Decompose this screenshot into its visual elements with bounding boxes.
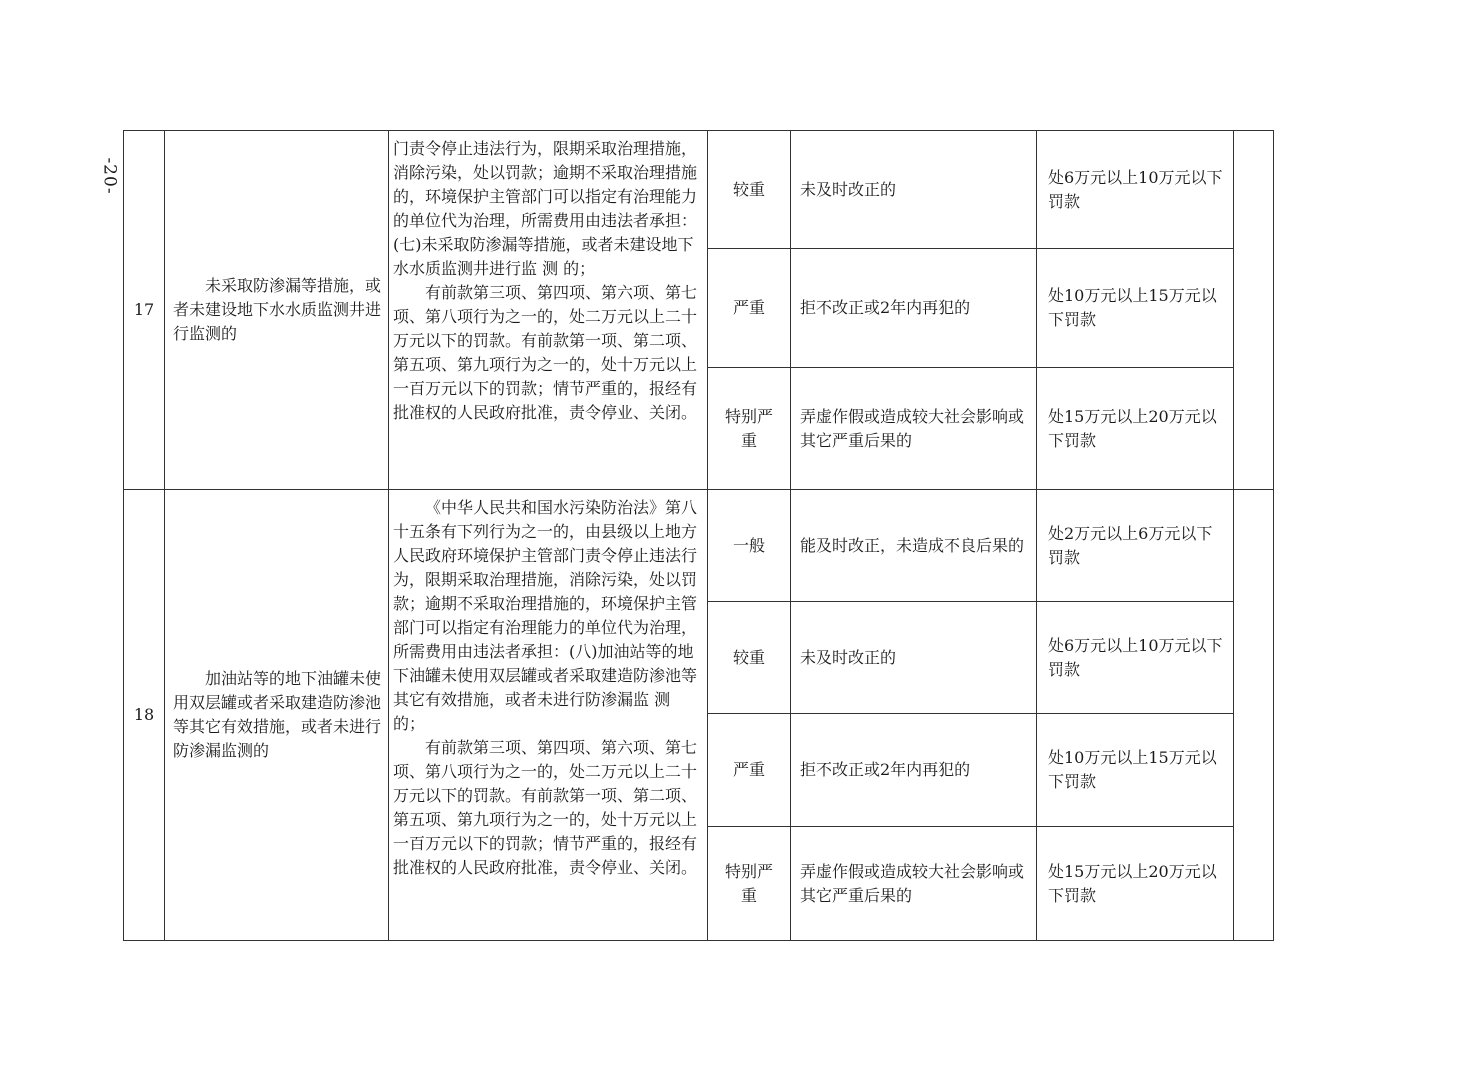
item-number: 17 bbox=[124, 131, 165, 490]
page-number bbox=[98, 150, 122, 202]
penalty-range: 处2万元以上6万元以下罚款 bbox=[1037, 490, 1234, 602]
law-paragraph: 有前款第三项、第四项、第六项、第七项、第八项行为之一的，处二万元以上二十万元以下的罚款。有前款第一项、第二项、第五项、第九项行为之一的，处十万元以上一百万元以下的罚款；情节严重的，报经有批准权的人民政府批准，责令停业、关闭。 bbox=[393, 283, 698, 422]
penalty-range: 处10万元以上15万元以下罚款 bbox=[1037, 249, 1234, 368]
page-number-text: -20- bbox=[100, 157, 120, 195]
severity-condition: 弄虚作假或造成较大社会影响或其它严重后果的 bbox=[791, 368, 1037, 490]
law-paragraph: 《中华人民共和国水污染防治法》第八十五条有下列行为之一的，由县级以上地方人民政府环境保护主管部门责令停止违法行为，限期采取治理措施，消除污染，处以罚款；逾期不采取治理措施的，环境保护主管部门可以指定有治理能力的单位代为治理，所需费用由违法者承担：(八)加油站等的地下油罐未使用双层罐或者采取建造防渗池等其它有效措施，或者未进行防渗漏监 测 的； bbox=[393, 498, 698, 733]
legal-basis bbox=[389, 131, 708, 490]
table-row bbox=[124, 490, 1274, 602]
severity-level: 特别严重 bbox=[708, 827, 791, 941]
severity-level: 特别严重 bbox=[708, 368, 791, 490]
severity-level: 较重 bbox=[708, 131, 791, 249]
severity-condition: 未及时改正的 bbox=[791, 131, 1037, 249]
violation-text: 未采取防渗漏等措施，或者未建设地下水水质监测井进行监测的 bbox=[173, 276, 382, 343]
penalty-range: 处6万元以上10万元以下罚款 bbox=[1037, 602, 1234, 714]
law-paragraph: 门责令停止违法行为，限期采取治理措施，消除污染，处以罚款；逾期不采取治理措施的，环境保护主管部门可以指定有治理能力的单位代为治理，所需费用由违法者承担：(七)未采取防渗漏等措施，或者未建设地下水水质监测井进行监 测 的； bbox=[393, 139, 698, 278]
law-paragraph: 有前款第三项、第四项、第六项、第七项、第八项行为之一的，处二万元以上二十万元以下的罚款。有前款第一项、第二项、第五项、第九项行为之一的，处十万元以上一百万元以下的罚款；情节严重的，报经有批准权的人民政府批准，责令停业、关闭。 bbox=[393, 738, 698, 877]
legal-basis bbox=[389, 490, 708, 941]
severity-condition: 未及时改正的 bbox=[791, 602, 1037, 714]
violation-description bbox=[165, 490, 389, 941]
remarks-cell bbox=[1234, 131, 1274, 490]
severity-condition: 弄虚作假或造成较大社会影响或其它严重后果的 bbox=[791, 827, 1037, 941]
violation-description bbox=[165, 131, 389, 490]
severity-level: 严重 bbox=[708, 714, 791, 827]
penalty-range: 处15万元以上20万元以下罚款 bbox=[1037, 827, 1234, 941]
penalty-range: 处10万元以上15万元以下罚款 bbox=[1037, 714, 1234, 827]
penalty-range: 处6万元以上10万元以下罚款 bbox=[1037, 131, 1234, 249]
severity-condition: 拒不改正或2年内再犯的 bbox=[791, 714, 1037, 827]
remarks-cell bbox=[1234, 490, 1274, 941]
severity-condition: 拒不改正或2年内再犯的 bbox=[791, 249, 1037, 368]
severity-level: 一般 bbox=[708, 490, 791, 602]
violation-text: 加油站等的地下油罐未使用双层罐或者采取建造防渗池等其它有效措施，或者未进行防渗漏监测的 bbox=[173, 669, 382, 760]
table-row bbox=[124, 131, 1274, 249]
severity-level: 较重 bbox=[708, 602, 791, 714]
item-number: 18 bbox=[124, 490, 165, 941]
severity-level: 严重 bbox=[708, 249, 791, 368]
severity-condition: 能及时改正，未造成不良后果的 bbox=[791, 490, 1037, 602]
penalty-table bbox=[123, 130, 1274, 941]
penalty-range: 处15万元以上20万元以下罚款 bbox=[1037, 368, 1234, 490]
